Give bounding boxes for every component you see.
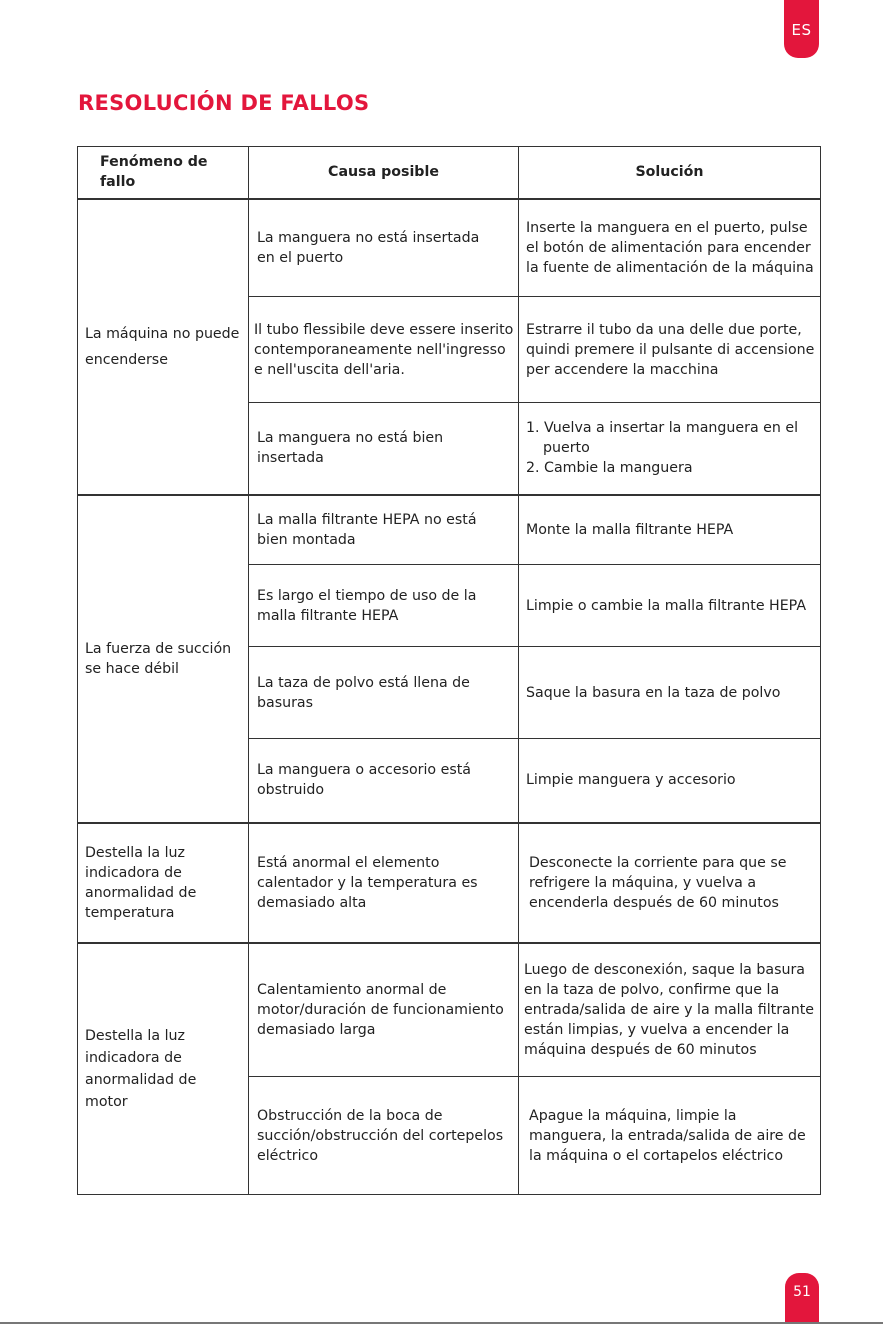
symptom-cell: La máquina no puede encenderse xyxy=(78,199,249,495)
solution-cell: Inserte la manguera en el puerto, pulse el botón de alimentación para encender la fuente de alimentación de la máquina xyxy=(519,199,821,297)
table-row xyxy=(78,199,821,297)
cause-cell: Está anormal el elemento calentador y la temperatura es demasiado alta xyxy=(249,823,519,943)
cause-cell: La malla filtrante HEPA no está bien montada xyxy=(249,495,519,565)
cause-cell: La manguera o accesorio está obstruido xyxy=(249,739,519,823)
page-title: RESOLUCIÓN DE FALLOS xyxy=(78,91,370,115)
table-row xyxy=(78,495,821,565)
solution-cell: Desconecte la corriente para que se refrigere la máquina, y vuelva a encenderla después de 60 minutos xyxy=(519,823,821,943)
cause-cell: Calentamiento anormal de motor/duración de funcionamiento demasiado larga xyxy=(249,943,519,1077)
solution-cell xyxy=(519,403,821,495)
troubleshooting-table xyxy=(77,146,821,1195)
solution-cell: Limpie manguera y accesorio xyxy=(519,739,821,823)
solution-cell: Saque la basura en la taza de polvo xyxy=(519,647,821,739)
table-row xyxy=(78,943,821,1077)
cause-cell: Il tubo flessibile deve essere inserito contemporaneamente nell'ingresso e nell'uscita dell'aria. xyxy=(249,297,519,403)
solution-cell: Apague la máquina, limpie la manguera, la entrada/salida de aire de la máquina o el cortapelos eléctrico xyxy=(519,1077,821,1195)
header-solution: Solución xyxy=(519,147,821,199)
solution-cell: Limpie o cambie la malla filtrante HEPA xyxy=(519,565,821,647)
solution-cell: Estrarre il tubo da una delle due porte, quindi premere il pulsante di accensione per accendere la macchina xyxy=(519,297,821,403)
cause-cell: La manguera no está insertada en el puerto xyxy=(249,199,519,297)
symptom-cell: La fuerza de succión se hace débil xyxy=(78,495,249,823)
symptom-cell: Destella la luz indicadora de anormalidad de motor xyxy=(78,943,249,1195)
symptom-cell: Destella la luz indicadora de anormalidad de temperatura xyxy=(78,823,249,943)
solution-step: 1. Vuelva a insertar la manguera en el puerto xyxy=(526,420,799,457)
header-cause: Causa posible xyxy=(249,147,519,199)
table-header-row xyxy=(78,147,821,199)
cause-cell: Obstrucción de la boca de succión/obstrucción del cortepelos eléctrico xyxy=(249,1077,519,1195)
language-tab: ES xyxy=(784,0,819,58)
solution-list xyxy=(526,418,815,478)
cause-cell: La taza de polvo está llena de basuras xyxy=(249,647,519,739)
header-symptom: Fenómeno de fallo xyxy=(78,147,249,199)
page-number: 51 xyxy=(785,1273,819,1324)
solution-step: 2. Cambie la manguera xyxy=(526,460,693,477)
cause-cell: La manguera no está bien insertada xyxy=(249,403,519,495)
solution-cell: Monte la malla filtrante HEPA xyxy=(519,495,821,565)
solution-cell: Luego de desconexión, saque la basura en la taza de polvo, confirme que la entrada/salida de aire y la malla filtrante están limpias, y vuelva a encender la máquina después de 60 minutos xyxy=(519,943,821,1077)
cause-cell: Es largo el tiempo de uso de la malla filtrante HEPA xyxy=(249,565,519,647)
table-row xyxy=(78,823,821,943)
